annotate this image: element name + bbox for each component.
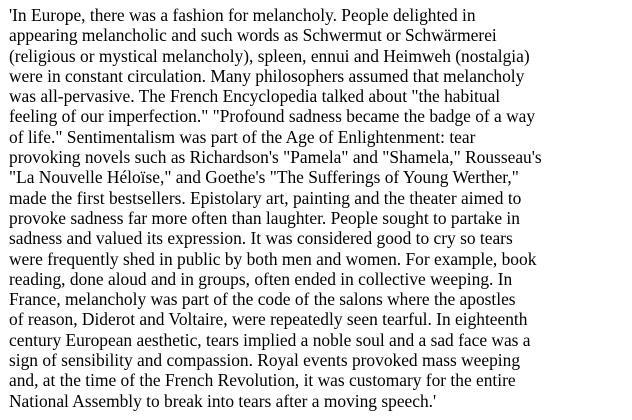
text-line: were frequently shed in public by both men and women. For example, book — [9, 248, 537, 269]
text-line: appearing melancholic and such words as Schwermut or Schwärmerei — [9, 25, 497, 46]
text-line: 'In Europe, there was a fashion for melancholy. People delighted in — [9, 5, 476, 25]
text-line: provoke sadness far more often than laughter. People sought to partake in — [9, 207, 520, 228]
text-line: and, at the time of the French Revolution, it was customary for the entire — [9, 370, 516, 391]
text-line: sadness and valued its expression. It was considered good to cry so tears — [9, 228, 513, 249]
text-line: (religious or mystical melancholy), spleen, ennui and Heimweh (nostalgia) — [9, 45, 530, 66]
text-line: sign of sensibility and compassion. Royal events provoked mass weeping — [9, 350, 521, 371]
text-line: provoking novels such as Richardson's "Pamela" and "Shamela," Rousseau's — [9, 147, 542, 168]
text-line: feeling of our imperfection." "Profound sadness became the badge of a way — [9, 106, 536, 127]
text-line: of life." Sentimentalism was part of the Age of Enlightenment: tear — [9, 126, 476, 147]
text-line: of reason, Diderot and Voltaire, were repeatedly seen tearful. In eighteenth — [9, 309, 528, 330]
text-line: "La Nouvelle Héloïse," and Goethe's "The Sufferings of Young Werther," — [9, 167, 519, 188]
text-line: National Assembly to break into tears after a moving speech.' — [9, 390, 437, 411]
text-line: was all-pervasive. The French Encyclopedia talked about "the habitual — [9, 86, 501, 107]
quoted-paragraph — [9, 5, 624, 411]
text-line: were in constant circulation. Many philosophers assumed that melancholy — [9, 65, 525, 86]
text-line: made the first bestsellers. Epistolary art, painting and the theater aimed to — [9, 187, 522, 208]
text-line: reading, done aloud and in groups, often ended in collective weeping. In — [9, 268, 513, 289]
text-line: century European aesthetic, tears implied a noble soul and a sad face was a — [9, 329, 531, 350]
text-line: France, melancholy was part of the code of the salons where the apostles — [9, 289, 516, 310]
